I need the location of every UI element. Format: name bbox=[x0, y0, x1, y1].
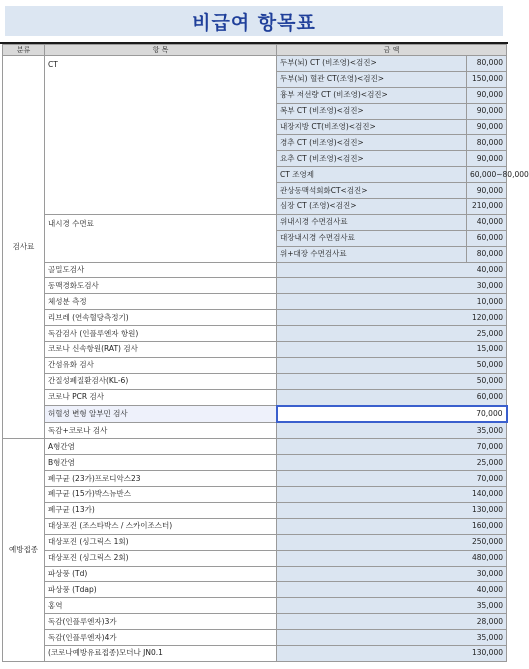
vaccine-item-name[interactable]: (코로나예방유료접종)모더나 JN0.1 bbox=[45, 645, 277, 661]
table-row bbox=[3, 278, 507, 294]
exam-item-name[interactable]: 체성분 측정 bbox=[45, 294, 277, 310]
ct-item-name[interactable]: 흉부 저선량 CT (비조영)<검진> bbox=[277, 87, 467, 103]
table-body bbox=[3, 56, 529, 662]
vaccine-item-name[interactable]: 폐구균 (15가)박스뉴반스 bbox=[45, 487, 277, 503]
exam-item-price[interactable]: 40,000 bbox=[277, 262, 507, 278]
exam-item-name[interactable]: 리브레 (연속혈당측정기) bbox=[45, 310, 277, 326]
table-row bbox=[3, 439, 507, 455]
ct-item-price[interactable]: 80,000 bbox=[467, 56, 507, 72]
page-title: 비급여 항목표 bbox=[192, 11, 316, 34]
table-row bbox=[3, 373, 507, 389]
ct-item-price[interactable]: 80,000 bbox=[467, 135, 507, 151]
table-row bbox=[3, 534, 507, 550]
table-row bbox=[3, 294, 507, 310]
table-row bbox=[3, 487, 507, 503]
endo-item-price[interactable]: 80,000 bbox=[467, 246, 507, 262]
ct-item-name[interactable]: 복부 CT (비조영)<검진> bbox=[277, 103, 467, 119]
ct-item-price[interactable]: 150,000 bbox=[467, 71, 507, 87]
table-row bbox=[3, 566, 507, 582]
vaccine-item-price[interactable]: 140,000 bbox=[277, 487, 507, 503]
table-row bbox=[3, 326, 507, 342]
title-box bbox=[5, 6, 503, 36]
ct-item-name[interactable]: 심장 CT (조영)<검진> bbox=[277, 199, 467, 215]
vaccine-item-name[interactable]: 파상풍 (Td) bbox=[45, 566, 277, 582]
table-row bbox=[3, 262, 507, 278]
vaccine-item-price[interactable]: 28,000 bbox=[277, 614, 507, 630]
exam-item-price[interactable]: 10,000 bbox=[277, 294, 507, 310]
exam-item-price[interactable]: 35,000 bbox=[277, 422, 507, 438]
exam-item-price[interactable]: 30,000 bbox=[277, 278, 507, 294]
ct-item-name[interactable]: 두부(뇌) 혈관 CT(조영)<검진> bbox=[277, 71, 467, 87]
table-row bbox=[3, 502, 507, 518]
endo-item-name[interactable]: 위+대장 수면검사료 bbox=[277, 246, 467, 262]
header-amount: 금 액 bbox=[277, 45, 507, 56]
exam-item-price[interactable]: 60,000 bbox=[277, 389, 507, 405]
ct-item-name[interactable]: 경추 CT (비조영)<검진> bbox=[277, 135, 467, 151]
table-row bbox=[3, 406, 507, 423]
ct-item-price[interactable]: 90,000 bbox=[467, 119, 507, 135]
ct-item-price[interactable]: 90,000 bbox=[467, 183, 507, 199]
ct-item-price[interactable]: 90,000 bbox=[467, 103, 507, 119]
header-category: 분류 bbox=[3, 45, 45, 56]
vaccine-item-price[interactable]: 250,000 bbox=[277, 534, 507, 550]
exam-item-price[interactable]: 70,000 bbox=[277, 406, 507, 423]
exam-item-price[interactable]: 50,000 bbox=[277, 357, 507, 373]
table-row bbox=[3, 630, 507, 646]
exam-item-name[interactable]: 허혈성 변형 알부민 검사 bbox=[45, 406, 277, 423]
vaccine-item-name[interactable]: A형간염 bbox=[45, 439, 277, 455]
table-row bbox=[3, 614, 507, 630]
exam-item-name[interactable]: 골밀도검사 bbox=[45, 262, 277, 278]
ct-item-name[interactable]: 내장지방 CT(비조영)<검진> bbox=[277, 119, 467, 135]
table-row bbox=[3, 389, 507, 405]
category-exam: 검사료 bbox=[3, 56, 45, 439]
vaccine-item-name[interactable]: 파상풍 (Tdap) bbox=[45, 582, 277, 598]
table-row bbox=[3, 342, 507, 358]
exam-item-name[interactable]: 독감검사 (인플루엔자 항원) bbox=[45, 326, 277, 342]
exam-item-name[interactable]: 간질성폐질환검사(KL-6) bbox=[45, 373, 277, 389]
header-item: 항 목 bbox=[45, 45, 277, 56]
table-row bbox=[3, 598, 507, 614]
price-table bbox=[2, 44, 529, 662]
vaccine-item-name[interactable]: 독감(인플루엔자)3가 bbox=[45, 614, 277, 630]
group-endoscopy: 내시경 수면료 bbox=[45, 214, 277, 262]
vaccine-item-price[interactable]: 30,000 bbox=[277, 566, 507, 582]
ct-item-price[interactable]: 90,000 bbox=[467, 87, 507, 103]
ct-item-price[interactable]: 210,000 bbox=[467, 199, 507, 215]
table-row bbox=[3, 455, 507, 471]
vaccine-item-price[interactable]: 70,000 bbox=[277, 471, 507, 487]
table-row bbox=[3, 310, 507, 326]
ct-item-name[interactable]: 관상동맥석회화CT<검진> bbox=[277, 183, 467, 199]
vaccine-item-name[interactable]: 대상포진 (싱그릭스 2회) bbox=[45, 550, 277, 566]
endo-item-name[interactable]: 위내시경 수면검사료 bbox=[277, 214, 467, 230]
exam-item-price[interactable]: 25,000 bbox=[277, 326, 507, 342]
ct-item-name[interactable]: CT 조영제 bbox=[277, 167, 467, 183]
table-row bbox=[3, 550, 507, 566]
endo-item-price[interactable]: 40,000 bbox=[467, 214, 507, 230]
exam-item-name[interactable]: 동맥경화도검사 bbox=[45, 278, 277, 294]
vaccine-item-price[interactable]: 160,000 bbox=[277, 518, 507, 534]
vaccine-item-price[interactable]: 35,000 bbox=[277, 630, 507, 646]
vaccine-item-name[interactable]: 폐구균 (13가) bbox=[45, 502, 277, 518]
vaccine-item-price[interactable]: 70,000 bbox=[277, 439, 507, 455]
vaccine-item-price[interactable]: 40,000 bbox=[277, 582, 507, 598]
exam-item-name[interactable]: 간섬유화 검사 bbox=[45, 357, 277, 373]
vaccine-item-price[interactable]: 35,000 bbox=[277, 598, 507, 614]
vaccine-item-name[interactable]: 대상포진 (조스타박스 / 스카이조스터) bbox=[45, 518, 277, 534]
exam-item-name[interactable]: 코로나 신속항원(RAT) 검사 bbox=[45, 342, 277, 358]
ct-item-name[interactable]: 두부(뇌) CT (비조영)<검진> bbox=[277, 56, 467, 72]
ct-item-name[interactable]: 요추 CT (비조영)<검진> bbox=[277, 151, 467, 167]
vaccine-item-name[interactable]: 홍역 bbox=[45, 598, 277, 614]
group-ct: CT bbox=[45, 56, 277, 215]
table-row bbox=[3, 214, 507, 230]
vaccine-item-price[interactable]: 480,000 bbox=[277, 550, 507, 566]
vaccine-item-name[interactable]: 폐구균 (23가)프로디악스23 bbox=[45, 471, 277, 487]
exam-item-price[interactable]: 15,000 bbox=[277, 342, 507, 358]
vaccine-item-name[interactable]: 독감(인플루엔자)4가 bbox=[45, 630, 277, 646]
endo-item-name[interactable]: 대장내시경 수면검사료 bbox=[277, 230, 467, 246]
ct-item-price[interactable]: 90,000 bbox=[467, 151, 507, 167]
exam-item-name[interactable]: 코로나 PCR 검사 bbox=[45, 389, 277, 405]
vaccine-item-price[interactable]: 130,000 bbox=[277, 645, 507, 661]
vaccine-item-price[interactable]: 25,000 bbox=[277, 455, 507, 471]
table-row bbox=[3, 422, 507, 438]
table-row bbox=[3, 645, 507, 661]
category-vaccine: 예방접종 bbox=[3, 439, 45, 661]
exam-item-price[interactable]: 50,000 bbox=[277, 373, 507, 389]
table-row bbox=[3, 357, 507, 373]
vaccine-item-name[interactable]: B형간염 bbox=[45, 455, 277, 471]
table-row bbox=[3, 518, 507, 534]
table-row bbox=[3, 582, 507, 598]
table-row bbox=[3, 471, 507, 487]
exam-item-price[interactable]: 120,000 bbox=[277, 310, 507, 326]
exam-item-name[interactable]: 독감+코로나 검사 bbox=[45, 422, 277, 438]
endo-item-price[interactable]: 60,000 bbox=[467, 230, 507, 246]
vaccine-item-price[interactable]: 130,000 bbox=[277, 502, 507, 518]
table-row bbox=[3, 56, 507, 72]
header-row bbox=[3, 45, 507, 56]
ct-item-price[interactable]: 60,000~80,000 bbox=[467, 167, 507, 183]
title-bar bbox=[0, 0, 508, 44]
vaccine-item-name[interactable]: 대상포진 (싱그릭스 1회) bbox=[45, 534, 277, 550]
